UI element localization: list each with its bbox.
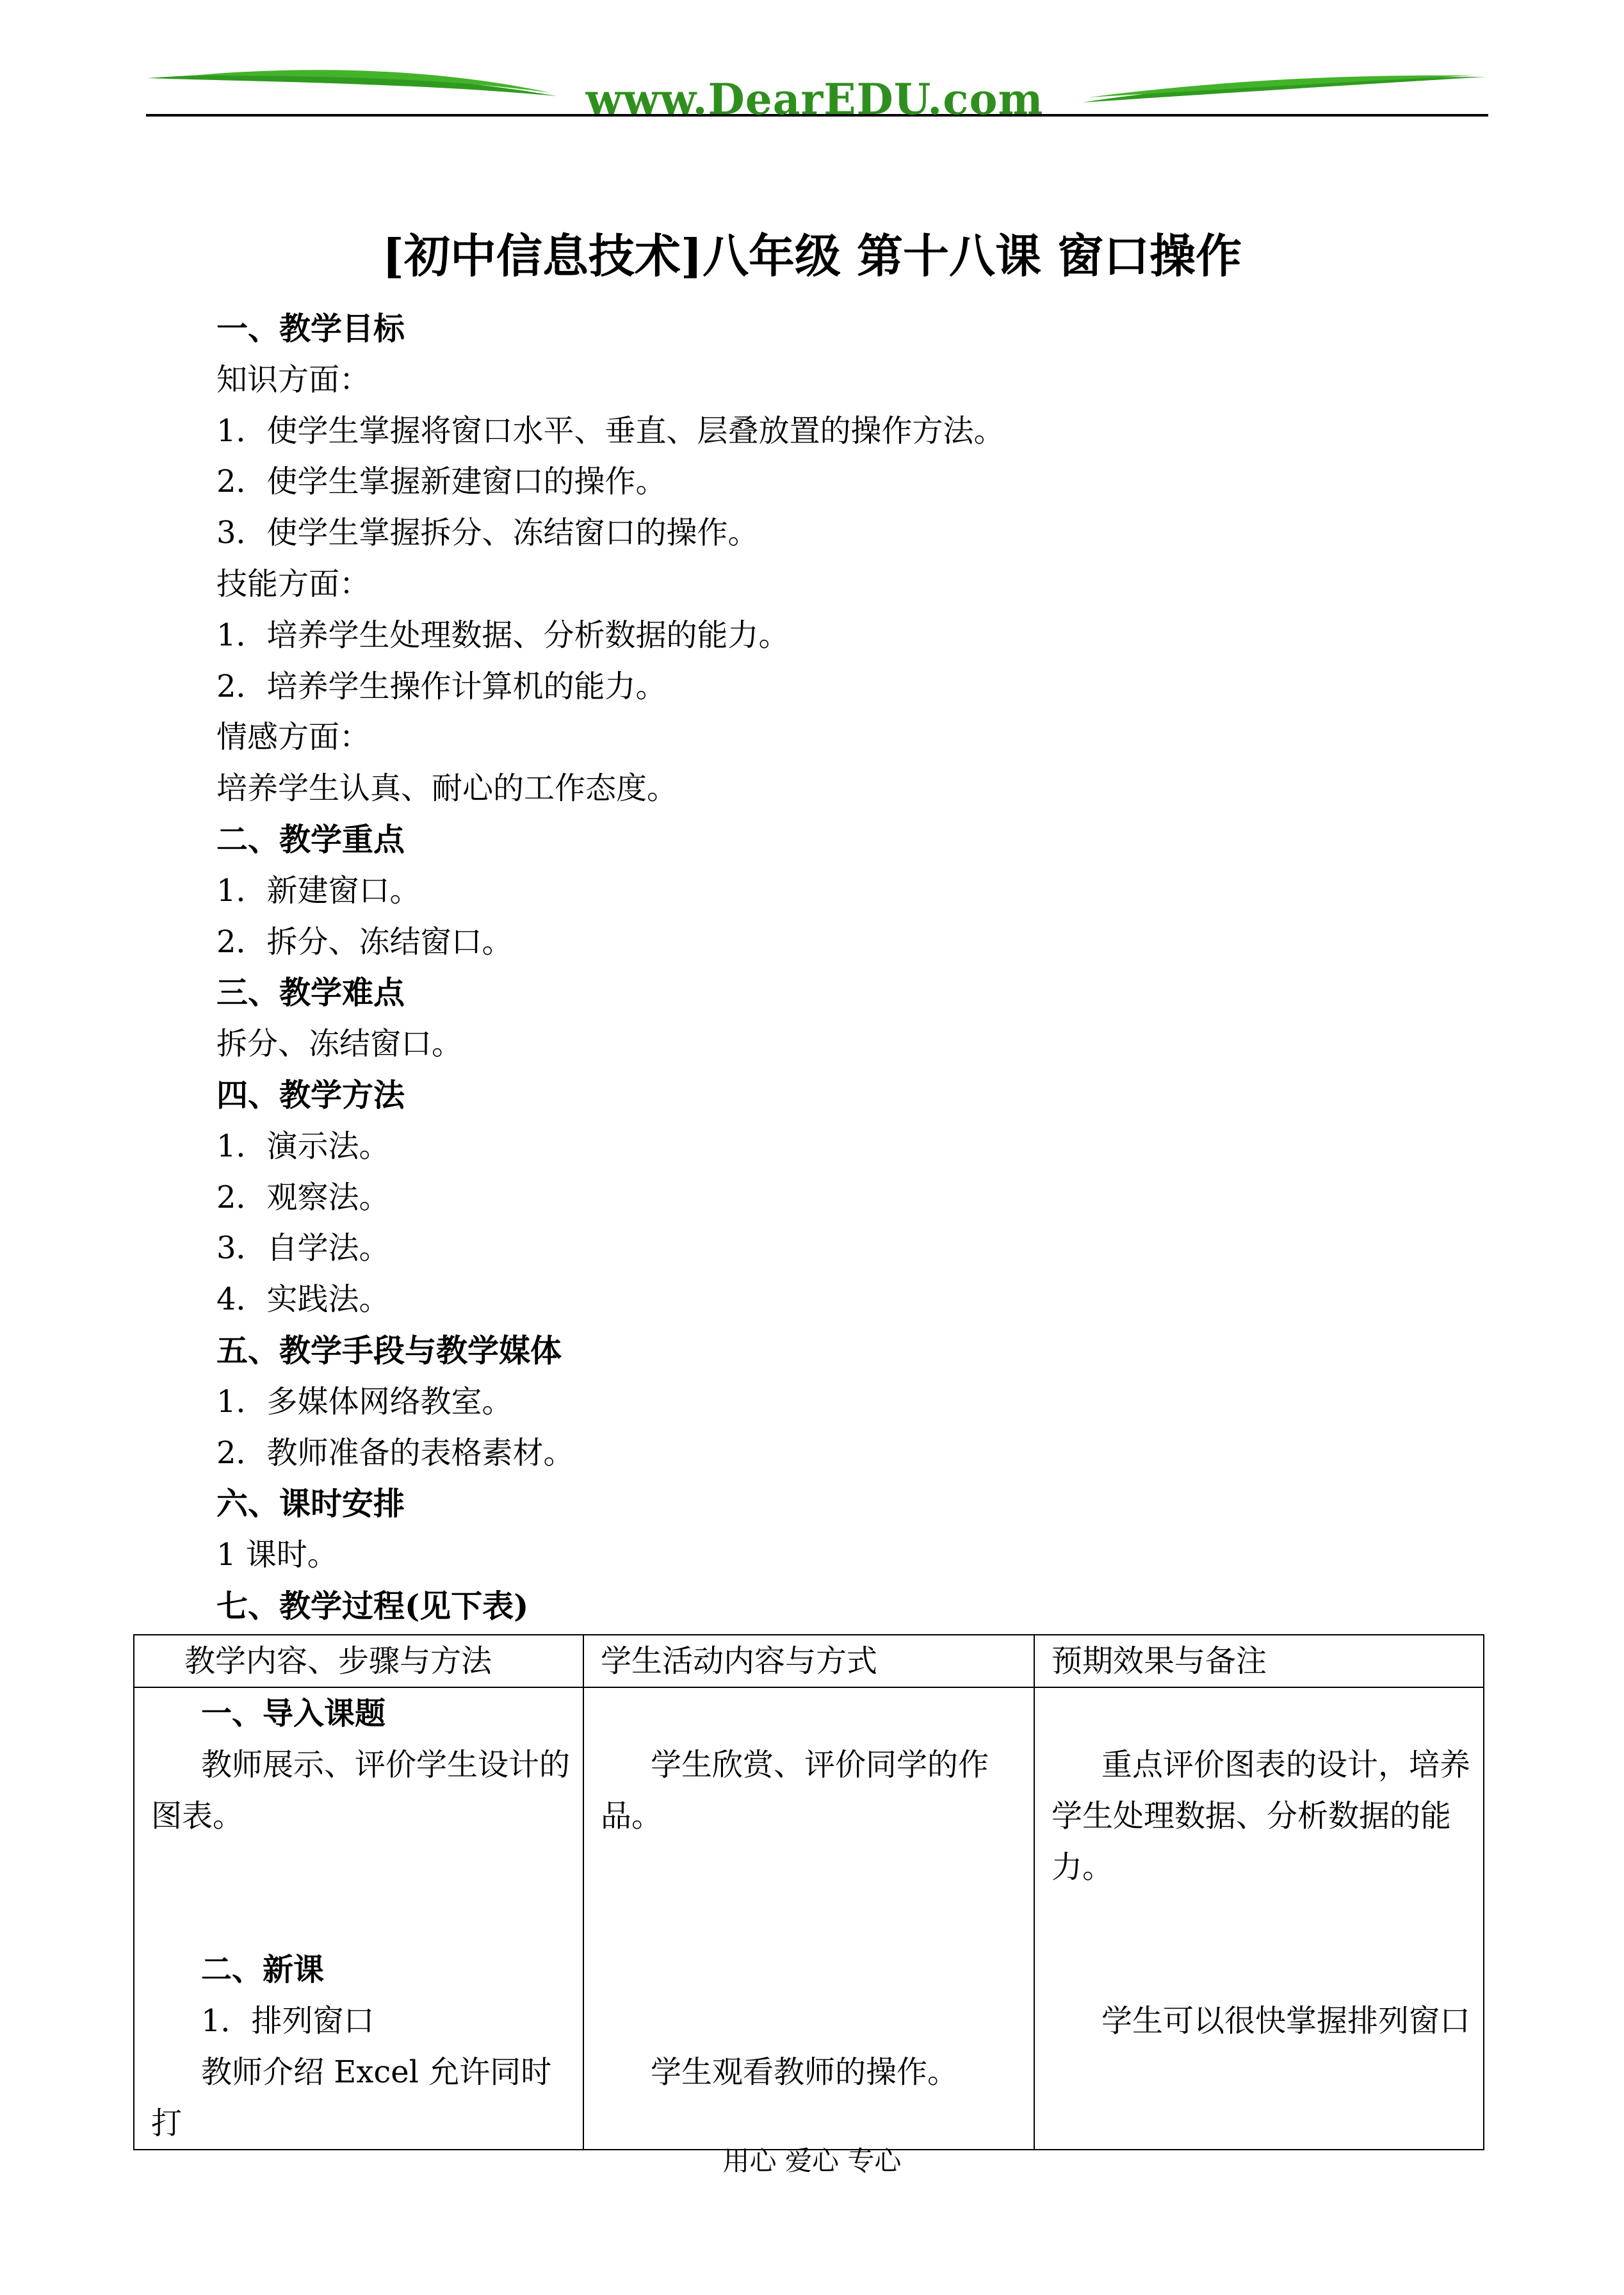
teaching-process-table xyxy=(133,1634,1484,2150)
body-text-line: 2．观察法。 xyxy=(216,1179,390,1215)
table-cell-content-steps xyxy=(134,1687,583,2150)
cell-paragraph: 学生欣赏、评价同学的作品。 xyxy=(601,1747,989,1834)
body-text-line: 1．培养学生处理数据、分析数据的能力。 xyxy=(216,617,790,653)
body-text-line: 知识方面： xyxy=(216,361,371,398)
body-text-line: 2．培养学生操作计算机的能力。 xyxy=(216,668,667,704)
table-header-cell: 预期效果与备注 xyxy=(1034,1635,1484,1687)
section-heading: 七、教学过程(见下表) xyxy=(216,1587,529,1625)
lesson-plan-body xyxy=(216,304,1484,1632)
body-text-line: 2．教师准备的表格素材。 xyxy=(216,1434,574,1471)
body-text-line: 2．拆分、冻结窗口。 xyxy=(216,923,513,960)
table-cell-student-activity xyxy=(583,1687,1034,2150)
page-header xyxy=(0,0,1624,128)
site-logo: www.DearEDU.com xyxy=(585,74,1044,124)
cell-paragraph: 学生可以很快掌握排列窗口 xyxy=(1101,2003,1471,2039)
cell-paragraph: 教师展示、评价学生设计的图表。 xyxy=(151,1747,571,1834)
section-heading: 一、教学目标 xyxy=(216,310,405,347)
body-text-line: 情感方面： xyxy=(216,719,371,756)
table-row xyxy=(134,1687,1484,2150)
section-heading: 六、课时安排 xyxy=(216,1485,405,1523)
cell-paragraph: 1．排列窗口 xyxy=(201,2003,375,2039)
table-header-row xyxy=(134,1635,1484,1687)
section-heading: 四、教学方法 xyxy=(216,1076,405,1114)
body-text-line: 1 课时。 xyxy=(216,1537,338,1573)
table-header-cell: 学生活动内容与方式 xyxy=(583,1635,1034,1687)
body-text-line: 3．使学生掌握拆分、冻结窗口的操作。 xyxy=(216,515,759,551)
body-text-line: 培养学生认真、耐心的工作态度。 xyxy=(216,770,678,807)
body-text-line: 1．新建窗口。 xyxy=(216,872,421,909)
section-title: 二、新课 xyxy=(201,1952,325,1988)
body-text-line: 4．实践法。 xyxy=(216,1281,390,1318)
cell-paragraph: 重点评价图表的设计，培养学生处理数据、分析数据的能力。 xyxy=(1052,1747,1471,1885)
section-heading: 二、教学重点 xyxy=(216,820,405,858)
body-text-line: 2．使学生掌握新建窗口的操作。 xyxy=(216,464,667,500)
section-heading: 五、教学手段与教学媒体 xyxy=(216,1331,562,1369)
page-title: [初中信息技术]八年级 第十八课 窗口操作 xyxy=(382,229,1242,283)
body-text-line: 技能方面： xyxy=(216,565,371,602)
table-header-cell: 教学内容、步骤与方法 xyxy=(134,1635,583,1687)
body-text-line: 1．多媒体网络教室。 xyxy=(216,1383,513,1420)
body-text-line: 1．演示法。 xyxy=(216,1128,390,1164)
body-text-line: 3．自学法。 xyxy=(216,1230,390,1267)
cell-paragraph: 学生观看教师的操作。 xyxy=(651,2054,959,2090)
section-title: 一、导入课题 xyxy=(201,1696,386,1731)
section-heading: 三、教学难点 xyxy=(216,974,405,1012)
body-text-line: 拆分、冻结窗口。 xyxy=(216,1026,463,1062)
cell-paragraph: 教师介绍 Excel 允许同时打 xyxy=(151,2054,552,2141)
body-text-line: 1．使学生掌握将窗口水平、垂直、层叠放置的操作方法。 xyxy=(216,412,1005,449)
page-footer: 用心 爱心 专心 xyxy=(722,2145,902,2177)
table-cell-expected-effect xyxy=(1034,1687,1484,2150)
